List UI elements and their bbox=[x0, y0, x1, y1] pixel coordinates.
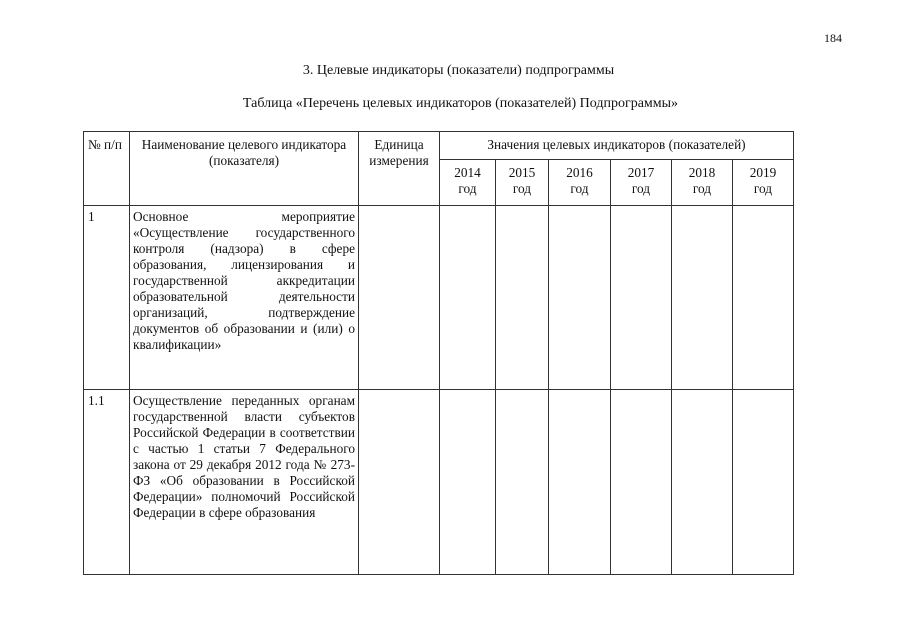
year-number: 2014 bbox=[454, 165, 481, 180]
indicator-name: Осуществление переданных органам государственной власти субъектов Российской Федерации в соответствии с частью 1 статьи 7 Федерального закона от 29 декабря 2012 года № 273-ФЗ «Об образовании в Российской Федерации» полномочий Российской Федерации в сфере образования bbox=[130, 390, 359, 575]
table-row bbox=[84, 206, 794, 390]
value-cell bbox=[496, 390, 549, 575]
value-cell bbox=[611, 390, 672, 575]
value-cell bbox=[496, 206, 549, 390]
page-number: 184 bbox=[824, 31, 842, 45]
value-cell bbox=[611, 206, 672, 390]
value-cell bbox=[733, 206, 794, 390]
year-header bbox=[496, 160, 549, 206]
row-number: 1 bbox=[84, 206, 130, 390]
year-suffix: год bbox=[458, 181, 477, 196]
year-header bbox=[672, 160, 733, 206]
value-cell bbox=[440, 206, 496, 390]
year-header bbox=[733, 160, 794, 206]
year-number: 2019 bbox=[749, 165, 777, 180]
year-number: 2016 bbox=[566, 165, 593, 180]
year-suffix: год bbox=[753, 181, 773, 196]
indicators-table bbox=[83, 131, 794, 575]
value-cell bbox=[549, 206, 611, 390]
year-suffix: год bbox=[570, 181, 589, 196]
indicator-name: Основное мероприятие «Осуществление государственного контроля (надзора) в сфере образования, лицензирования и государственной аккредитации образовательной деятельности организаций, подтверждение документов об образовании и (или) о квалификации» bbox=[130, 206, 359, 390]
value-cell bbox=[440, 390, 496, 575]
unit-cell bbox=[359, 206, 440, 390]
year-suffix: год bbox=[512, 181, 532, 196]
value-cell bbox=[672, 206, 733, 390]
header-unit: Единица измерения bbox=[359, 132, 440, 206]
year-number: 2017 bbox=[627, 165, 655, 180]
value-cell bbox=[733, 390, 794, 575]
header-values: Значения целевых индикаторов (показателей) bbox=[440, 132, 794, 160]
year-header bbox=[440, 160, 496, 206]
value-cell bbox=[672, 390, 733, 575]
year-number: 2015 bbox=[508, 165, 536, 180]
table-row bbox=[84, 390, 794, 575]
year-number: 2018 bbox=[688, 165, 716, 180]
year-header bbox=[549, 160, 611, 206]
year-suffix: год bbox=[692, 181, 712, 196]
header-name: Наименование целевого индикатора (показателя) bbox=[130, 132, 359, 206]
section-title: 3. Целевые индикаторы (показатели) подпрограммы bbox=[302, 63, 615, 78]
header-num: № п/п bbox=[84, 132, 130, 206]
year-suffix: год bbox=[631, 181, 651, 196]
unit-cell bbox=[359, 390, 440, 575]
table-title: Таблица «Перечень целевых индикаторов (показателей) Подпрограммы» bbox=[242, 96, 679, 111]
value-cell bbox=[549, 390, 611, 575]
row-number: 1.1 bbox=[84, 390, 130, 575]
year-header bbox=[611, 160, 672, 206]
